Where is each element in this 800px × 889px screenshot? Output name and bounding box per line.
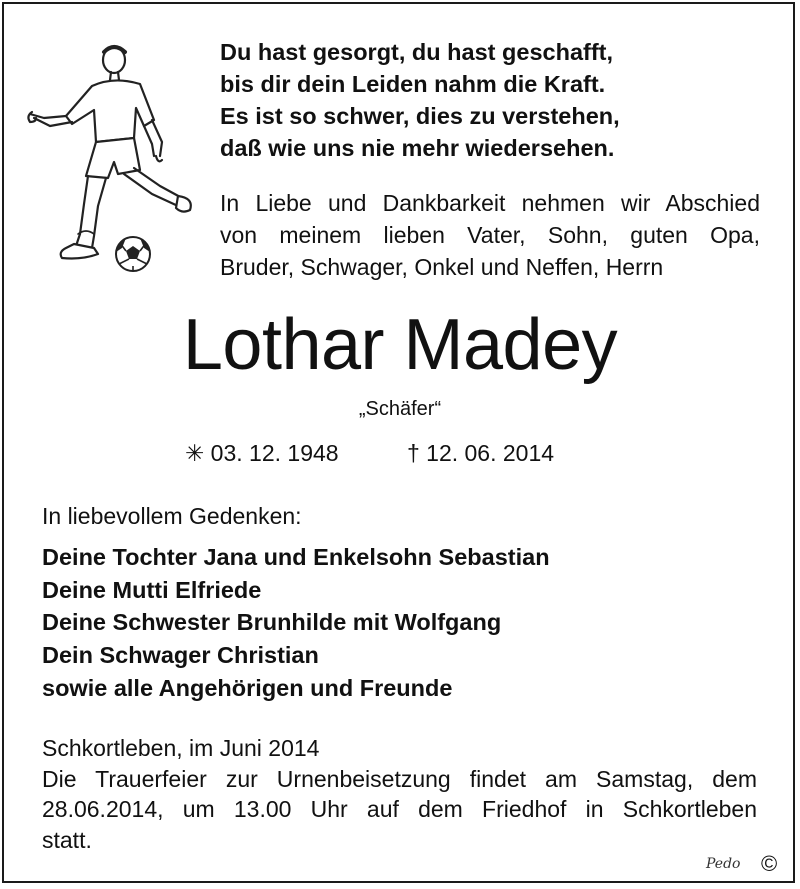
death-date-group bbox=[407, 440, 554, 467]
poem-line: Es ist so schwer, dies zu verstehen, bbox=[220, 103, 620, 129]
ceremony-line: 28.06.2014, um 13.00 Uhr auf dem Friedhof in Schkortleben bbox=[42, 796, 757, 822]
mourner-entry: Deine Schwester Brunhilde mit Wolfgang bbox=[42, 609, 502, 636]
death-date: 12. 06. 2014 bbox=[426, 440, 555, 466]
poem-line: daß wie uns nie mehr wiedersehen. bbox=[220, 135, 615, 161]
ceremony-line: Die Trauerfeier zur Urnenbeisetzung findet am Samstag, dem bbox=[42, 765, 757, 792]
poem-verse bbox=[220, 36, 620, 164]
poem-line: Du hast gesorgt, du hast geschafft, bbox=[220, 39, 614, 65]
mourners-label: In liebevollem Gedenken: bbox=[42, 503, 302, 529]
mourners-list bbox=[42, 541, 550, 705]
ceremony-line: statt. bbox=[42, 826, 92, 853]
designer-signature: Pedo bbox=[706, 856, 741, 872]
birth-date-group bbox=[185, 440, 339, 467]
mourner-entry: Deine Mutti Elfriede bbox=[42, 576, 262, 603]
deceased-name: Lothar Madey bbox=[182, 305, 618, 385]
football-player-icon bbox=[22, 38, 192, 278]
life-dates bbox=[185, 440, 554, 467]
death-cross-icon: † bbox=[406, 440, 420, 466]
mourner-entry: sowie alle Angehörigen und Freunde bbox=[42, 674, 453, 701]
intro-line: Bruder, Schwager, Onkel und Neffen, Herrn bbox=[220, 254, 664, 280]
mourner-entry: Dein Schwager Christian bbox=[42, 642, 319, 669]
mourner-entry: Deine Tochter Jana und Enkelsohn Sebastian bbox=[42, 544, 550, 570]
birth-star-icon: ✳ bbox=[185, 440, 205, 466]
birth-date: 03. 12. 1948 bbox=[210, 440, 339, 466]
copyright-icon: © bbox=[761, 851, 778, 876]
intro-line: von meinem lieben Vater, Sohn, guten Opa, bbox=[220, 222, 760, 248]
intro-line: In Liebe und Dankbarkeit nehmen wir Abschied bbox=[220, 190, 760, 216]
soccer-ball-icon bbox=[116, 237, 150, 271]
deceased-nickname: „Schäfer“ bbox=[358, 398, 442, 420]
place-date: Schkortleben, im Juni 2014 bbox=[42, 735, 320, 761]
poem-line: bis dir dein Leiden nahm die Kraft. bbox=[220, 71, 606, 97]
closing-notice bbox=[42, 733, 757, 855]
farewell-intro bbox=[220, 187, 760, 283]
